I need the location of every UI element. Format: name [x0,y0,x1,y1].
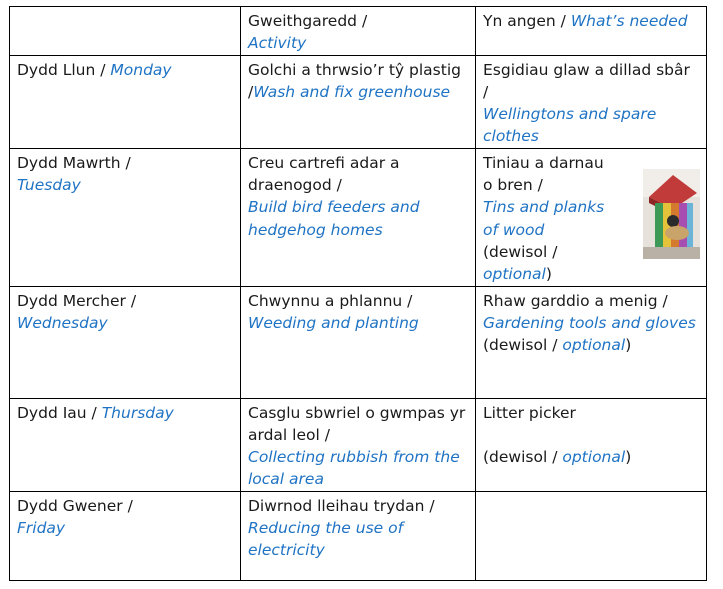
needed-cell [476,398,707,491]
needed-cell [476,286,707,398]
header-day-cell [10,7,241,56]
optional-close: ) [545,265,552,284]
day-cell [10,148,241,286]
activity-en: Reducing the use of electricity [248,519,404,560]
activity-cell [241,55,476,148]
activity-cell [241,491,476,580]
header-row [10,7,707,56]
header-activity-en: Activity [248,34,307,53]
day-en: Monday [110,60,172,79]
needed-en: Wellingtons and spare clothes [483,105,657,146]
needed-cy: Litter picker [483,403,576,422]
activity-cell [241,286,476,398]
day-cy: Dydd Llun / [17,60,106,79]
day-cy: Dydd Iau / [17,403,97,422]
activity-en: Weeding and planting [248,313,419,332]
header-activity-cell [241,7,476,56]
optional-close: ) [625,336,632,355]
needed-en: Tins and planks of wood [483,198,605,239]
spacer [483,424,699,446]
activity-en: Build bird feeders and hedgehog homes [248,198,420,239]
day-cell [10,398,241,491]
table-row-thursday [10,398,707,491]
activity-cy: Casglu sbwriel o gwmpas yr ardal leol / [248,403,466,444]
needed-cell [476,491,707,580]
day-cy: Dydd Mercher / [17,291,137,310]
optional-en: optional [562,447,626,466]
day-cell [10,55,241,148]
day-en: Tuesday [17,176,81,195]
needed-cy: Esgidiau glaw a dillad sbâr / [483,60,690,101]
activity-cy: Diwrnod lleihau trydan / [248,496,435,515]
bird-feeder-image [643,169,700,259]
activity-en: Collecting rubbish from the local area [248,448,460,489]
day-cell [10,491,241,580]
activity-cy: Golchi a thrwsio’r tŷ plastig / [248,60,461,101]
optional-cy: (dewisol / [483,447,558,466]
table-row-tuesday [10,148,707,286]
day-en: Wednesday [17,313,108,332]
header-needed-cy: Yn angen / [483,12,566,30]
table-row-monday [10,55,707,148]
table-row-wednesday [10,286,707,398]
activity-cell [241,148,476,286]
optional-cy: (dewisol / [483,336,558,355]
activity-cell [241,398,476,491]
day-en: Friday [17,519,66,538]
header-needed-cell [476,7,707,56]
day-cy: Dydd Gwener / [17,496,133,515]
needed-cell [476,55,707,148]
table-row-friday [10,491,707,580]
day-en: Thursday [101,403,174,422]
weekly-activity-table [9,6,707,581]
optional-cy: (dewisol / [483,242,558,261]
needed-cell [476,148,707,286]
optional-close: ) [625,447,632,466]
optional-en: optional [562,336,626,355]
header-needed-en: What’s needed [570,12,688,30]
day-cell [10,286,241,398]
header-activity-cy: Gweithgaredd / [248,12,368,30]
activity-cy: Creu cartrefi adar a draenogod / [248,153,400,195]
needed-en: Gardening tools and gloves [483,313,696,332]
needed-cy: Tiniau a darnau o bren / [483,153,604,195]
day-cy: Dydd Mawrth / [17,153,131,172]
needed-cy: Rhaw garddio a menig / [483,291,668,310]
activity-en: Wash and fix greenhouse [253,82,451,101]
optional-en: optional [483,265,546,284]
activity-cy: Chwynnu a phlannu / [248,291,413,310]
